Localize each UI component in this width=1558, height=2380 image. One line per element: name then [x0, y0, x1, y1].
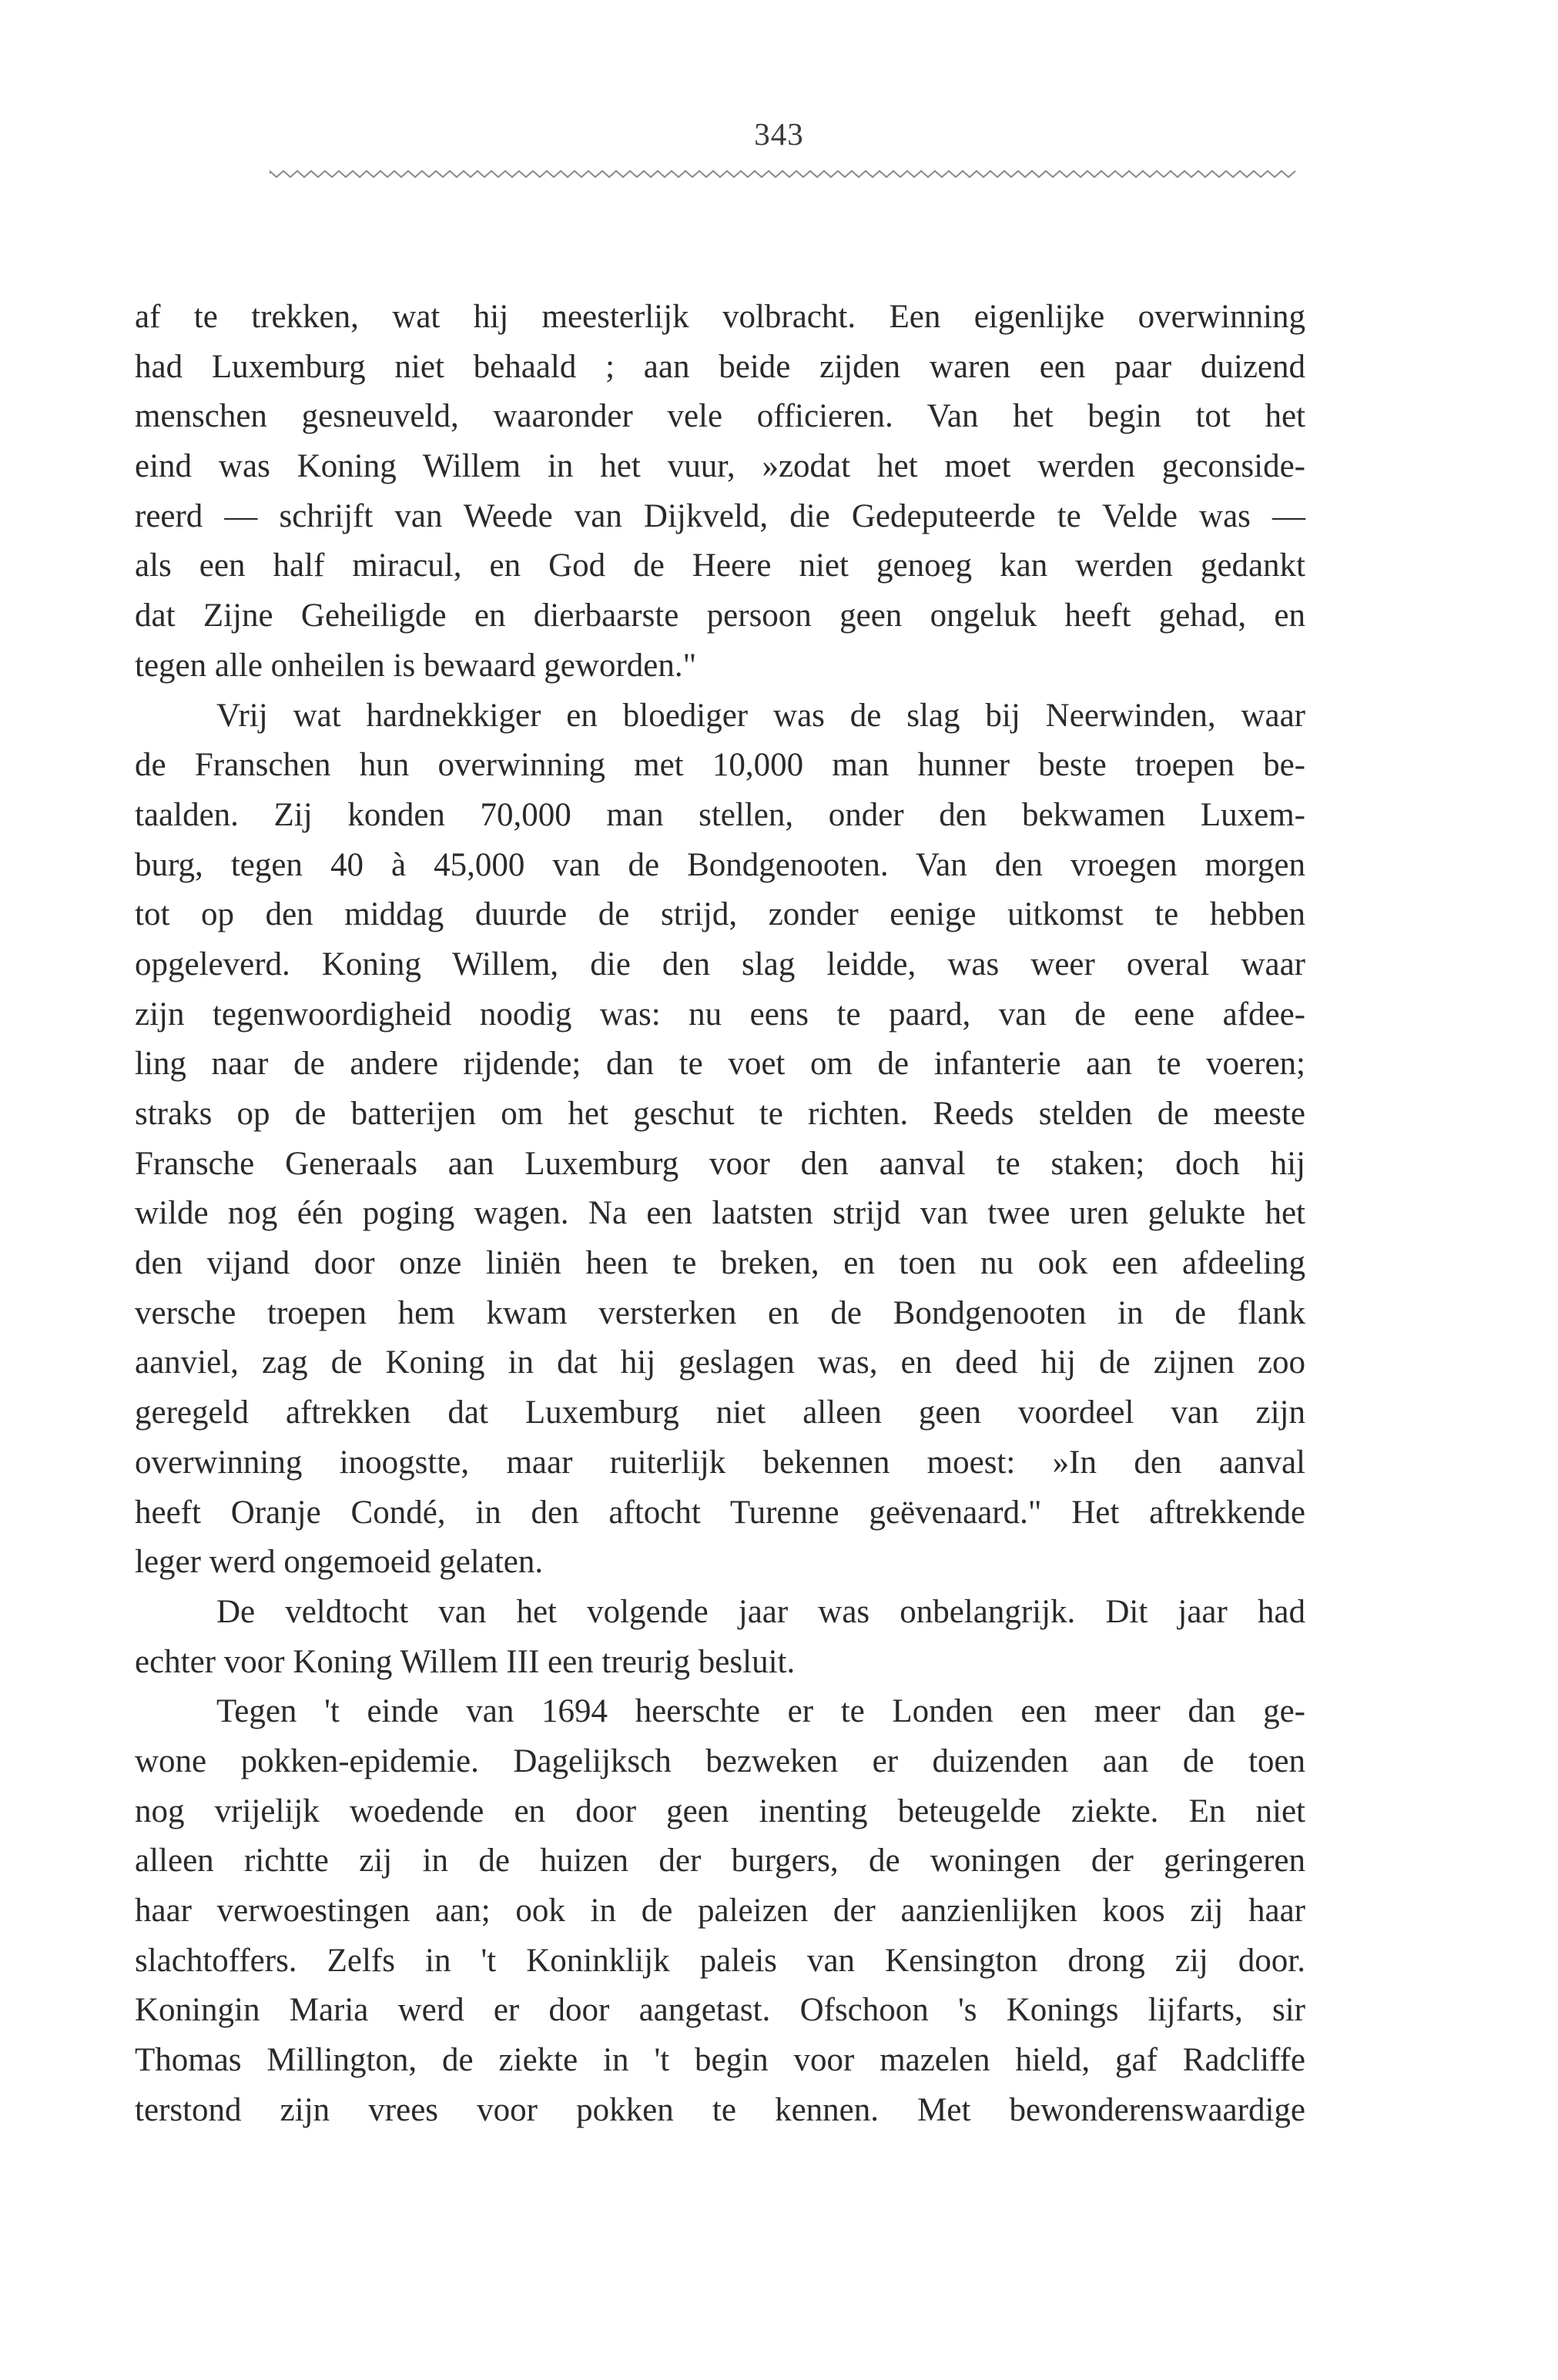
- text-line: overwinning inoogstte, maar ruiterlijk bekennen moest: »In den aanval: [135, 1444, 1305, 1481]
- decorative-rule: [270, 168, 1298, 180]
- text-line: echter voor Koning Willem III een treurig besluit.: [135, 1643, 796, 1680]
- text-line: af te trekken, wat hij meesterlijk volbracht. Een eigenlijke overwinning: [135, 299, 1305, 335]
- text-line: Tegen 't einde van 1694 heerschte er te Londen een meer dan ge-: [216, 1693, 1305, 1730]
- text-line: had Luxemburg niet behaald ; aan beide zijden waren een paar duizend: [135, 348, 1305, 385]
- text-line: menschen gesneuveld, waaronder vele officieren. Van het begin tot het: [135, 398, 1305, 435]
- text-line: haar verwoestingen aan; ook in de paleizen der aanzienlijken koos zij haar: [135, 1893, 1305, 1929]
- text-line: den vijand door onze liniën heen te breken, en toen nu ook een afdeeling: [135, 1245, 1305, 1282]
- text-line: opgeleverd. Koning Willem, die den slag leidde, was weer overal waar: [135, 946, 1305, 982]
- text-line: straks op de batterijen om het geschut te richten. Reeds stelden de meeste: [135, 1096, 1305, 1132]
- text-line: wilde nog één poging wagen. Na een laatsten strijd van twee uren gelukte het: [135, 1195, 1305, 1232]
- page-number: 343: [754, 116, 804, 152]
- text-line: leger werd ongemoeid gelaten.: [135, 1544, 544, 1581]
- text-line: reerd — schrijft van Weede van Dijkveld, die Gedeputeerde te Velde was —: [135, 497, 1305, 534]
- body-text: [135, 293, 1305, 2135]
- text-line: slachtoffers. Zelfs in 't Koninklijk paleis van Kensington drong zij door.: [135, 1942, 1305, 1979]
- text-line: alleen richtte zij in de huizen der burgers, de woningen der geringeren: [135, 1843, 1305, 1880]
- text-line: eind was Koning Willem in het vuur, »zodat het moet werden geconside-: [135, 448, 1305, 485]
- text-line: Vrij wat hardnekkiger en bloediger was de slag bij Neerwinden, waar: [216, 697, 1305, 734]
- text-line: heeft Oranje Condé, in den aftocht Turenne geëvenaard." Het aftrekkende: [135, 1494, 1305, 1531]
- text-line: zijn tegenwoordigheid noodig was: nu eens te paard, van de eene afdee-: [135, 996, 1305, 1033]
- text-line: Koningin Maria werd er door aangetast. Ofschoon 's Konings lijfarts, sir: [135, 1992, 1305, 2029]
- text-line: versche troepen hem kwam versterken en de Bondgenooten in de flank: [135, 1294, 1305, 1331]
- text-line: als een half miracul, en God de Heere niet genoeg kan werden gedankt: [135, 547, 1305, 584]
- text-line: tot op den middag duurde de strijd, zonder eenige uitkomst te hebben: [135, 896, 1305, 933]
- text-line: taalden. Zij konden 70,000 man stellen, onder den bekwamen Luxem-: [135, 796, 1305, 833]
- text-line: aanviel, zag de Koning in dat hij geslagen was, en deed hij de zijnen zoo: [135, 1344, 1305, 1381]
- text-line: Fransche Generaals aan Luxemburg voor den aanval te staken; doch hij: [135, 1145, 1305, 1182]
- text-line: wone pokken-epidemie. Dagelijksch bezweken er duizenden aan de toen: [135, 1742, 1305, 1779]
- text-line: geregeld aftrekken dat Luxemburg niet alleen geen voordeel van zijn: [135, 1394, 1305, 1431]
- text-line: nog vrijelijk woedende en door geen inenting beteugelde ziekte. En niet: [135, 1793, 1305, 1829]
- text-line: tegen alle onheilen is bewaard geworden.": [135, 647, 697, 684]
- text-line: burg, tegen 40 à 45,000 van de Bondgenooten. Van den vroegen morgen: [135, 846, 1305, 883]
- text-line: terstond zijn vrees voor pokken te kennen. Met bewonderenswaardige: [135, 2091, 1305, 2128]
- text-line: de Franschen hun overwinning met 10,000 man hunner beste troepen be-: [135, 747, 1305, 784]
- text-line: ling naar de andere rijdende; dan te voet om de infanterie aan te voeren;: [135, 1046, 1305, 1083]
- text-line: Thomas Millington, de ziekte in 't begin voor mazelen hield, gaf Radcliffe: [135, 2042, 1305, 2079]
- text-line: dat Zijne Geheiligde en dierbaarste persoon geen ongeluk heeft gehad, en: [135, 598, 1305, 634]
- text-line: De veldtocht van het volgende jaar was onbelangrijk. Dit jaar had: [216, 1593, 1305, 1630]
